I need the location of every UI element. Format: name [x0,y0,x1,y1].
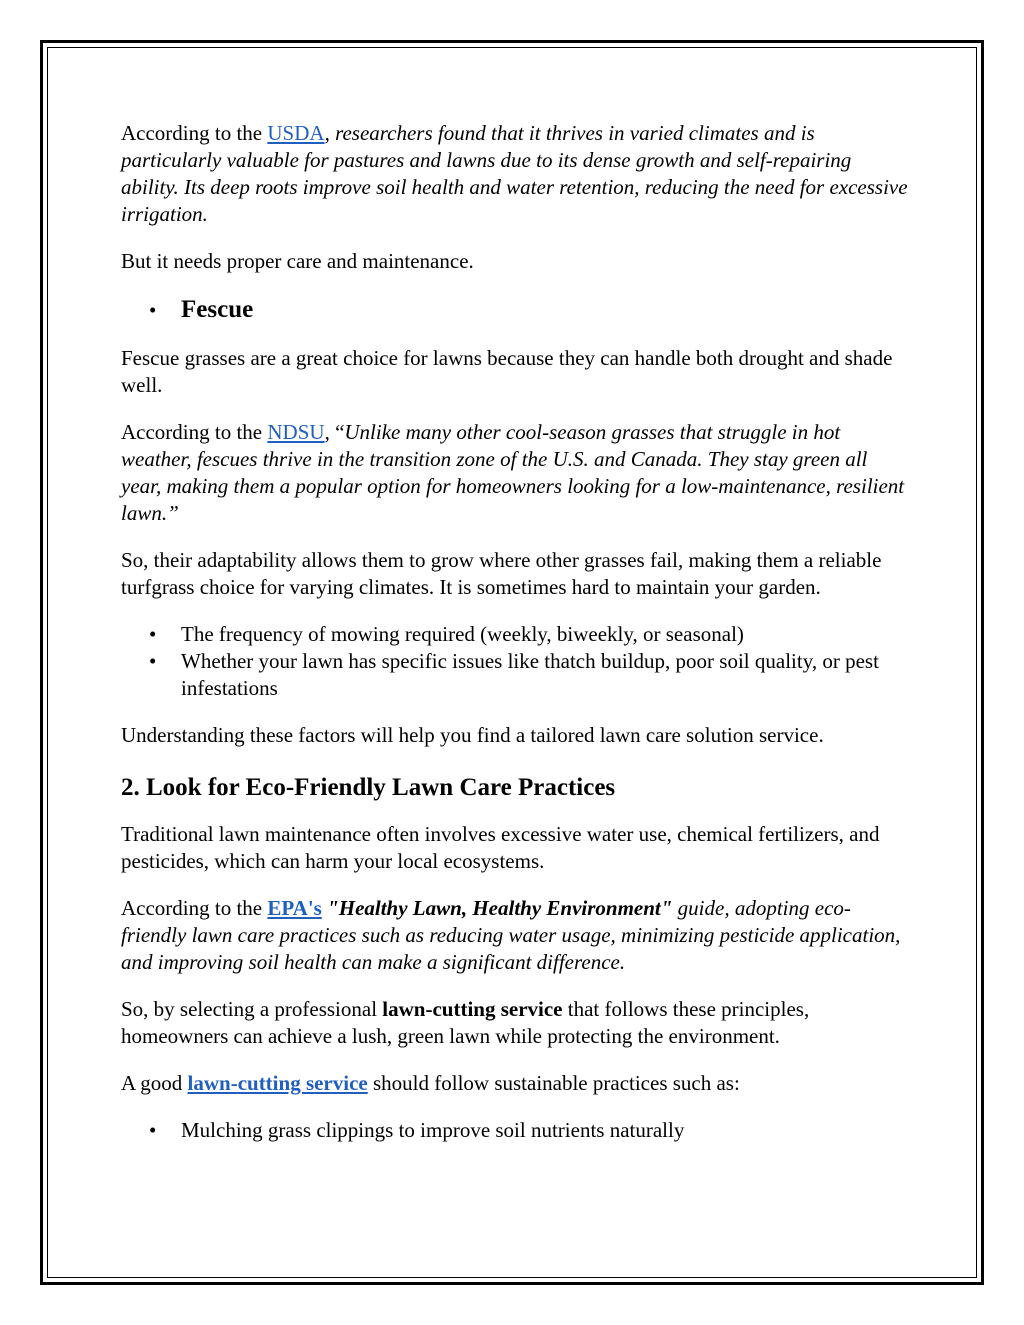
usda-link[interactable]: USDA [267,121,325,145]
text-lead: According to the [121,121,268,145]
paragraph-ndsu [121,419,911,527]
section-heading-eco-friendly: 2. Look for Eco-Friendly Lawn Care Practices [121,774,616,801]
bullet-icon: • [149,649,157,673]
text-tail: that follows these principles, homeowners can achieve a lush, green lawn while protecting the environment. [121,997,810,1048]
paragraph-traditional: Traditional lawn maintenance often involves excessive water use, chemical fertilizers, and pesticides, which can harm your local ecosystems. [121,822,880,873]
list-item [121,648,911,702]
bullet-icon: • [149,1118,157,1142]
list-item-text: The frequency of mowing required (weekly, biweekly, or seasonal) [181,622,744,646]
epa-guide-title: "Healthy Lawn, Healthy Environment" [321,896,673,920]
list-item-text: Mulching grass clippings to improve soil nutrients naturally [181,1118,685,1142]
lawn-cutting-service-link[interactable]: lawn-cutting service [187,1071,368,1095]
paragraph-epa [121,895,911,976]
epa-link[interactable]: EPA's [267,896,322,920]
text-lead: According to the [121,896,268,920]
list-item [121,621,911,648]
text-tail: should follow sustainable practices such as: [367,1071,740,1095]
paragraph-understanding: Understanding these factors will help you find a tailored lawn care solution service. [121,723,824,747]
paragraph-care: But it needs proper care and maintenance. [121,249,474,273]
practices-list [121,1117,911,1144]
paragraph-good-service [121,1070,911,1097]
bullet-icon: • [149,298,157,322]
factors-list [121,621,911,702]
text-lead: According to the [121,420,268,444]
fescue-heading-list [121,295,911,325]
fescue-heading [121,295,911,325]
text-comma: , [324,121,330,145]
paragraph-adaptability: So, their adaptability allows them to grow where other grasses fail, making them a reliable turfgrass choice for varying climates. It is sometimes hard to maintain your garden. [121,548,882,599]
list-item [121,1117,911,1144]
ndsu-link[interactable]: NDSU [267,420,325,444]
text-comma: , “ [324,420,345,444]
text-lead: A good [121,1071,188,1095]
bold-term: lawn-cutting service [382,997,563,1021]
epa-quote: guide, adopting eco-friendly lawn care practices such as reducing water usage, minimizing pesticide application, and improving soil health can make a significant difference. [121,896,901,974]
list-item-text: Whether your lawn has specific issues like thatch buildup, poor soil quality, or pest infestations [181,649,879,700]
document-body [121,120,911,1164]
ndsu-quote: Unlike many other cool-season grasses that struggle in hot weather, fescues thrive in the transition zone of the U.S. and Canada. They stay green all year, making them a popular option for homeowners looking for a low-maintenance, resilient lawn.” [121,420,905,525]
usda-quote: researchers found that it thrives in varied climates and is particularly valuable for pastures and lawns due to its dense growth and self-repairing ability. Its deep roots improve soil health and water retention, reducing the need for excessive irrigation. [121,121,908,226]
paragraph-selecting [121,996,911,1050]
fescue-heading-text: Fescue [181,296,254,323]
paragraph-usda [121,120,911,228]
bullet-icon: • [149,622,157,646]
text-lead: So, by selecting a professional [121,997,383,1021]
paragraph-fescue-intro: Fescue grasses are a great choice for lawns because they can handle both drought and shade well. [121,346,893,397]
